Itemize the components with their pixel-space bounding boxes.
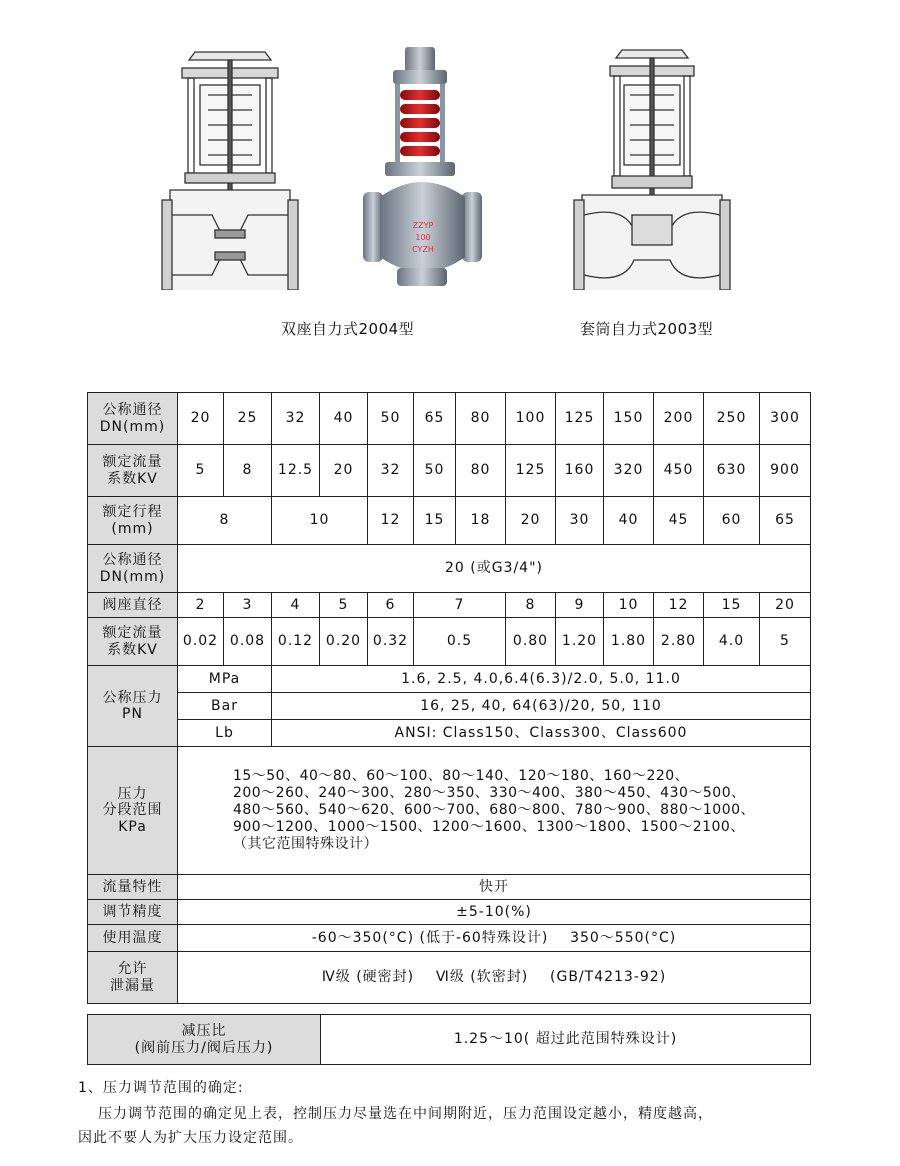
table-row-kv-small: [88, 618, 811, 666]
double-seat-valve-drawing: [160, 40, 300, 290]
table-cell: 20 (或G3/4"): [178, 545, 811, 593]
table-row-temperature: [88, 925, 811, 952]
pn-value: ANSI: Class150、Class300、Class600: [272, 720, 811, 747]
table-cell: 200: [654, 393, 704, 445]
table-cell: 9: [556, 593, 604, 618]
self-operated-valve-photo: [355, 42, 490, 297]
pn-unit: Lb: [178, 720, 272, 747]
pn-value: 1.6, 2.5, 4.0,6.4(6.3)/2.0, 5.0, 11.0: [272, 666, 811, 693]
note-line-1: 压力调节范围的确定见上表，控制压力尽量选在中间期附近，压力范围设定越小，精度越高，: [98, 1106, 713, 1122]
row-label: 允许 泄漏量: [88, 952, 178, 1004]
table-cell: 0.5: [414, 618, 506, 666]
table-cell: 0.02: [178, 618, 224, 666]
table-cell: 0.12: [272, 618, 320, 666]
table-cell: 900: [760, 445, 811, 497]
table-cell: 80: [456, 445, 506, 497]
row-label: 减压比 (阀前压力/阀后压力): [88, 1015, 321, 1065]
table-row-seat-diameter: [88, 593, 811, 618]
table-cell: 4: [272, 593, 320, 618]
range-line: （其它范围特殊设计）: [232, 836, 378, 853]
table-cell: 65: [414, 393, 456, 445]
table-row-pn-bar: [88, 693, 811, 720]
table-cell: 65: [760, 497, 811, 545]
spec-table: [87, 392, 811, 1004]
table-row-accuracy: [88, 900, 811, 925]
pressure-ranges-cell: [178, 747, 811, 875]
row-label: 阀座直径: [88, 593, 178, 618]
table-cell: 20: [320, 445, 368, 497]
ratio-table: [87, 1014, 811, 1065]
table-cell: 450: [654, 445, 704, 497]
row-label: 额定流量 系数KV: [88, 445, 178, 497]
row-label: 额定流量 系数KV: [88, 618, 178, 666]
row-label: 调节精度: [88, 900, 178, 925]
table-cell: 1.25～10( 超过此范围特殊设计): [321, 1015, 811, 1065]
table-cell: 40: [604, 497, 654, 545]
table-cell: 250: [704, 393, 760, 445]
table-cell: 12.5: [272, 445, 320, 497]
table-cell: 8: [224, 445, 272, 497]
svg-text:CYZH: CYZH: [412, 245, 434, 254]
table-cell: 0.20: [320, 618, 368, 666]
table-cell: 100: [506, 393, 556, 445]
table-cell: 10: [604, 593, 654, 618]
table-cell: 630: [704, 445, 760, 497]
table-cell: 20: [506, 497, 556, 545]
table-cell: 125: [506, 445, 556, 497]
pressure-ranges-list: [233, 768, 755, 853]
table-cell: Ⅳ级 (硬密封) Ⅵ级 (软密封) (GB/T4213-92): [178, 952, 811, 1004]
pn-unit: Bar: [178, 693, 272, 720]
range-line: 480～560、540～620、600～700、680～800、780～900、880～1000、: [232, 801, 756, 818]
table-cell: 7: [414, 593, 506, 618]
table-cell: 2: [178, 593, 224, 618]
table-cell: 5: [320, 593, 368, 618]
table-cell: 50: [368, 393, 414, 445]
svg-text:ZZYP: ZZYP: [412, 221, 434, 230]
table-cell: 25: [224, 393, 272, 445]
table-cell: 80: [456, 393, 506, 445]
table-cell: 10: [272, 497, 368, 545]
table-cell: 3: [224, 593, 272, 618]
table-cell: 5: [178, 445, 224, 497]
range-line: 200～260、240～300、280～350、330～400、380～450、430～500、: [232, 784, 746, 801]
table-cell: 快开: [178, 875, 811, 900]
table-cell: 5: [760, 618, 811, 666]
table-row-pressure-ranges: [88, 747, 811, 875]
pn-value: 16, 25, 40, 64(63)/20, 50, 110: [272, 693, 811, 720]
table-row-dn: [88, 393, 811, 445]
table-cell: 0.08: [224, 618, 272, 666]
table-cell: 12: [654, 593, 704, 618]
table-cell: 32: [368, 445, 414, 497]
caption-sleeve: 套筒自力式2003型: [580, 320, 714, 338]
caption-double-seat: 双座自力式2004型: [281, 320, 415, 338]
table-cell: 15: [414, 497, 456, 545]
row-label: 流量特性: [88, 875, 178, 900]
note-line-2: 因此不要人为扩大压力设定范围。: [78, 1130, 303, 1146]
table-cell: -60～350(°C) (低于-60特殊设计) 350～550(°C): [178, 925, 811, 952]
range-line: 900～1200、1000～1500、1200～1600、1300～1800、1500～2100、: [232, 819, 745, 836]
table-cell: 30: [556, 497, 604, 545]
row-label: 公称通径 DN(mm): [88, 393, 178, 445]
table-cell: 32: [272, 393, 320, 445]
table-cell: 150: [604, 393, 654, 445]
table-cell: 0.32: [368, 618, 414, 666]
row-label: 公称通径 DN(mm): [88, 545, 178, 593]
range-line: 15～50、40～80、60～100、80～140、120～180、160～220、: [232, 767, 690, 784]
table-cell: 40: [320, 393, 368, 445]
table-cell: 18: [456, 497, 506, 545]
table-cell: 2.80: [654, 618, 704, 666]
table-cell: 8: [506, 593, 556, 618]
row-label: 额定行程 (mm): [88, 497, 178, 545]
row-label: 公称压力 PN: [88, 666, 178, 747]
row-label: 使用温度: [88, 925, 178, 952]
table-row-leakage: [88, 952, 811, 1004]
table-row-dn-small: [88, 545, 811, 593]
sleeve-valve-drawing: [572, 40, 732, 290]
table-cell: 60: [704, 497, 760, 545]
table-cell: 45: [654, 497, 704, 545]
table-cell: 320: [604, 445, 654, 497]
note-heading: 1、压力调节范围的确定:: [78, 1080, 244, 1096]
table-row-flow: [88, 875, 811, 900]
table-cell: 125: [556, 393, 604, 445]
table-cell: 20: [178, 393, 224, 445]
table-cell: 20: [760, 593, 811, 618]
table-cell: 300: [760, 393, 811, 445]
table-cell: 0.80: [506, 618, 556, 666]
table-cell: 1.80: [604, 618, 654, 666]
table-cell: 12: [368, 497, 414, 545]
table-cell: 1.20: [556, 618, 604, 666]
table-cell: 6: [368, 593, 414, 618]
table-row-ratio: [88, 1015, 811, 1065]
table-cell: 50: [414, 445, 456, 497]
pn-unit: MPa: [178, 666, 272, 693]
table-cell: 15: [704, 593, 760, 618]
table-cell: 8: [178, 497, 272, 545]
table-cell: ±5-10(%): [178, 900, 811, 925]
table-row-stroke: [88, 497, 811, 545]
row-label: 压力 分段范围 KPa: [88, 747, 178, 875]
table-row-kv: [88, 445, 811, 497]
table-row-pn-mpa: [88, 666, 811, 693]
table-cell: 4.0: [704, 618, 760, 666]
svg-text:100: 100: [415, 233, 431, 242]
table-row-pn-lb: [88, 720, 811, 747]
table-cell: 160: [556, 445, 604, 497]
